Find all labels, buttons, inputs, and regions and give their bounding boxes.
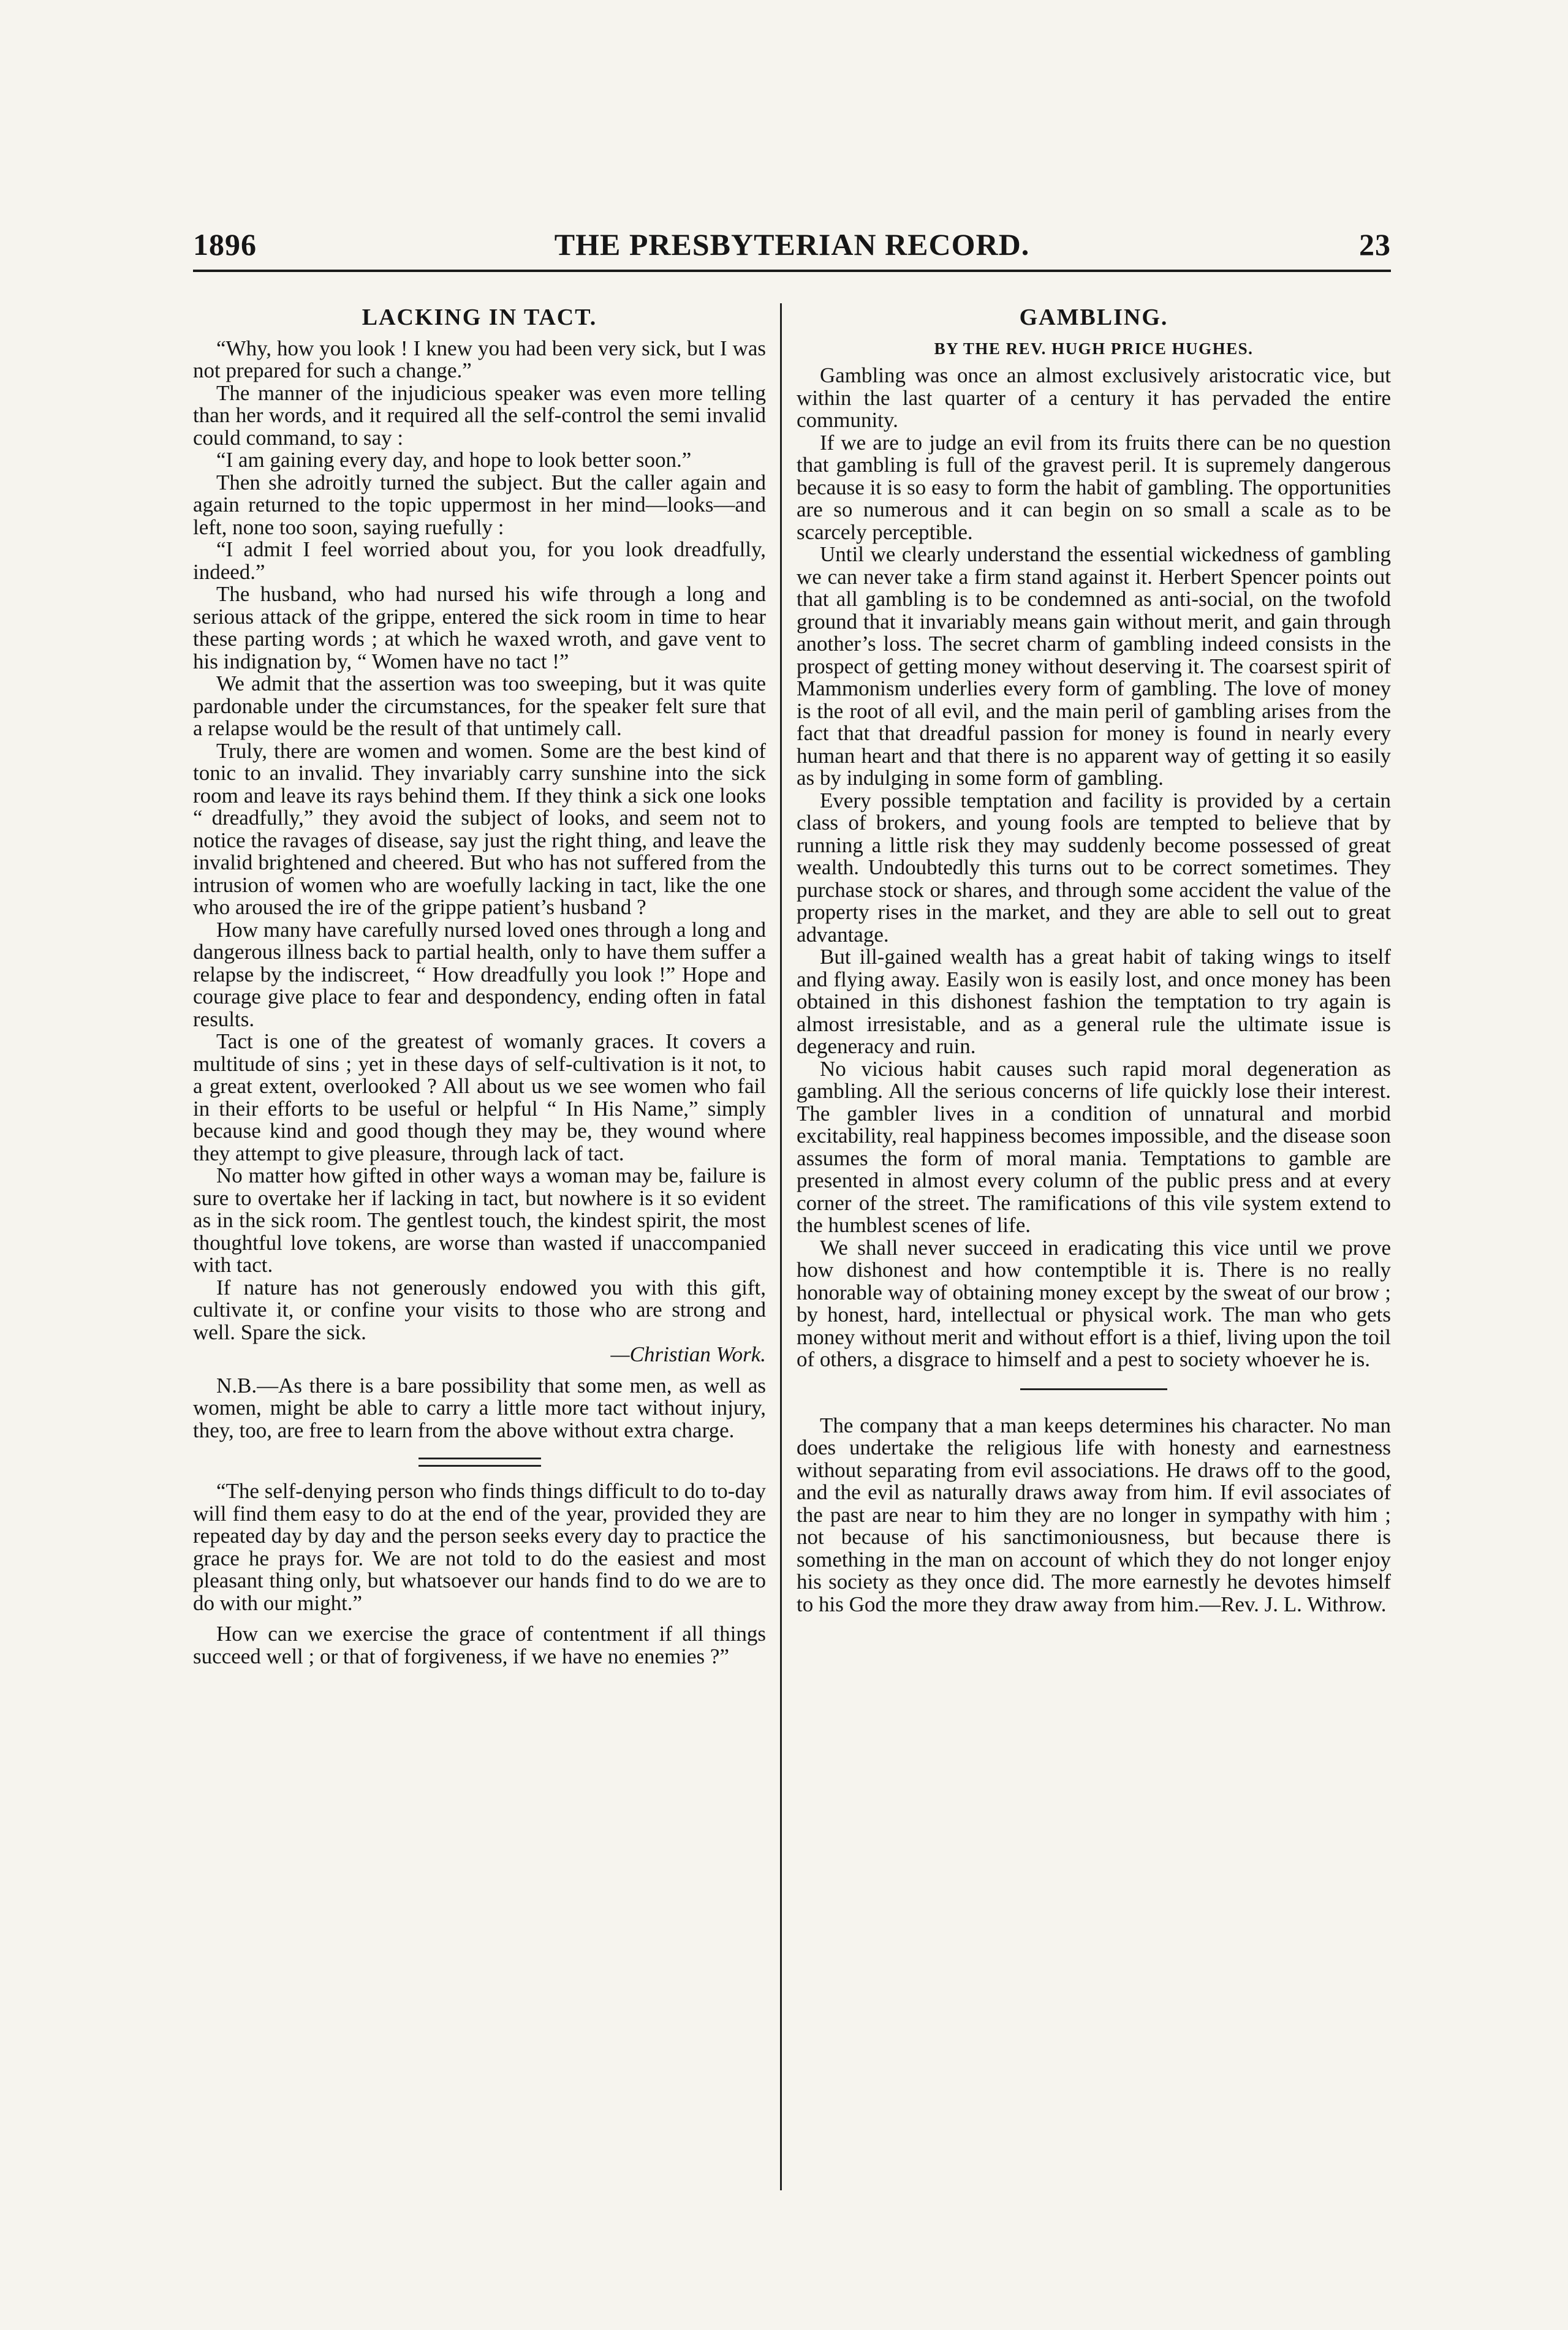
paragraph: How many have carefully nursed loved ones through a long and dangerous illness back to partial health, only to have them suffer a relapse by the indiscreet, “ How dreadfully you look !” Hope and courage give place to fear and despondency, ending often in fatal results. xyxy=(193,917,766,1031)
paragraph: Then she adroitly turned the subject. But the caller again and again returned to the topic uppermost in her mind—looks—and left, none too soon, saying ruefully : xyxy=(193,470,766,539)
paragraph: “Why, how you look ! I knew you had been very sick, but I was not prepared for such a change.” xyxy=(193,336,766,382)
paragraph: Truly, there are women and women. Some are the best kind of tonic to an invalid. They invariably carry sunshine into the sick room and leave its rays behind them. If they think a sick one looks “ dreadfully,” they avoid the subject of looks, and seem not to notice the ravages of disease, say just the right thing, and leave the invalid brightened and cheered. But who has not suffered from the intrusion of women who are woefully lacking in tact, like the one who aroused the ire of the grippe patient’s husband ? xyxy=(193,738,766,919)
paragraph: The company that a man keeps determines his character. No man does undertake the religious life with honesty and earnestness without separating from evil associations. He draws off to the good, and the evil as naturally draws away from him. If evil associates of the past are near to him they are no longer in sympathy with him ; not because of his sanctimoniousness, but because there is something in the man on account of which they do not longer enjoy his society as they once did. The more earnestly he devotes himself to his God the more they draw away from him.—Rev. J. L. Withrow. xyxy=(797,1413,1391,1616)
article-attribution: —Christian Work. xyxy=(610,1342,766,1366)
right-column xyxy=(797,306,1391,1616)
header-year: 1896 xyxy=(193,227,257,262)
paragraph: Until we clearly understand the essential wickedness of gambling we can never take a firm stand against it. Herbert Spencer points out that all gambling is to be condemned as anti-social, on the twofold ground that it invariably means gain without merit, and gain through another’s loss. The secret charm of gambling indeed consists in the prospect of getting money without deserving it. The coarsest spirit of Mammonism underlies every form of gambling. The love of money is the root of all evil, and the main peril of gambling arises from the fact that that dreadful passion for money is found in nearly every human heart and that there is no apparent way of getting it so easily as by indulging in some form of gambling. xyxy=(797,542,1391,790)
paragraph: “I admit I feel worried about you, for you look dreadfully, indeed.” xyxy=(193,537,766,584)
article-title-gambling: GAMBLING. xyxy=(1019,304,1168,330)
paragraph: How can we exercise the grace of contentment if all things succeed well ; or that of forgiveness, if we have no enemies ?” xyxy=(193,1622,766,1668)
paragraph: No matter how gifted in other ways a woman may be, failure is sure to overtake her if lacking in tact, but nowhere is it so evident as in the sick room. The gentlest touch, the kindest spirit, the most thoughtful love tokens, are worse than wasted if unaccompanied with tact. xyxy=(193,1163,766,1277)
nb-note: N.B.—As there is a bare possibility that some men, as well as women, might be able to carry a little more tact without injury, they, too, are free to learn from the above without extra charge. xyxy=(193,1373,766,1442)
paragraph: We admit that the assertion was too sweeping, but it was quite pardonable under the circumstances, for the speaker felt sure that a relapse would be the result of that untimely call. xyxy=(193,671,766,740)
article-byline: BY THE REV. HUGH PRICE HUGHES. xyxy=(934,339,1254,358)
header-title: THE PRESBYTERIAN RECORD. xyxy=(554,227,1030,262)
paragraph: “The self-denying person who finds things difficult to do to-day will find them easy to do at the end of the year, provided they are repeated day by day and the person seeks every day to practice the grace he prays for. We are not told to do the easiest and most pleasant thing only, but whatsoever our hands find to do we are to do with our might.” xyxy=(193,1479,766,1615)
page-header xyxy=(193,227,1391,263)
paragraph: The husband, who had nursed his wife through a long and serious attack of the grippe, entered the sick room in time to hear these parting words ; at which he waxed wroth, and gave vent to his indignation by, “ Women have no tact !” xyxy=(193,582,766,673)
paragraph: But ill-gained wealth has a great habit of taking wings to itself and flying away. Easily won is easily lost, and once money has been obtained in this dishonest fashion the temptation to try again is almost irresistable, and as a general rule the ultimate issue is degeneracy and ruin. xyxy=(797,945,1391,1058)
paragraph: If we are to judge an evil from its fruits there can be no question that gambling is full of the gravest peril. It is supremely dangerous because it is so easy to form the habit of gambling. The opportunities are so numerous and it can begin on so small a scale as to be scarcely perceptible. xyxy=(797,430,1391,544)
paragraph: Tact is one of the greatest of womanly graces. It covers a multitude of sins ; yet in these days of self-cultivation is it not, to a great extent, overlooked ? All about us we see women who fail in their efforts to be useful or helpful “ In His Name,” simply because kind and good though they may be, they wound where they attempt to give pleasure, through lack of tact. xyxy=(193,1029,766,1165)
header-page-number: 23 xyxy=(1359,227,1391,262)
section-separator xyxy=(419,1458,541,1467)
paragraph: If nature has not generously endowed you with this gift, cultivate it, or confine your visits to those who are strong and well. Spare the sick. xyxy=(193,1275,766,1344)
paragraph: “I am gaining every day, and hope to look better soon.” xyxy=(216,448,692,472)
left-column xyxy=(193,306,766,1668)
paragraph: We shall never succeed in eradicating this vice until we prove how dishonest and how contemptible it is. There is no really honorable way of obtaining money except by the sweat of our brow ; by honest, hard, intellectual or physical work. The man who gets money without merit and without effort is a thief, living upon the toil of others, a disgrace to himself and a pest to society whoever he is. xyxy=(797,1235,1391,1371)
article-title-lacking-in-tact: LACKING IN TACT. xyxy=(362,304,597,330)
paragraph: Every possible temptation and facility is provided by a certain class of brokers, and young fools are tempted to believe that by running a little risk they may suddenly become possessed of great wealth. Undoubtedly this turns out to be correct sometimes. They purchase stock or shares, and through some accident the value of the property rises in the market, and they are able to sell out to great advantage. xyxy=(797,788,1391,947)
paragraph: No vicious habit causes such rapid moral degeneration as gambling. All the serious concerns of life quickly lose their interest. The gambler lives in a condition of unnatural and morbid excitability, real happiness becomes impossible, and the disease soon assumes the form of moral mania. Temptations to gamble are presented in almost every column of the public press and at every corner of the street. The ramifications of this vile system extend to the humblest scenes of life. xyxy=(797,1056,1391,1237)
paragraph: Gambling was once an almost exclusively aristocratic vice, but within the last quarter of a century it has pervaded the entire community. xyxy=(797,363,1391,432)
paragraph: The manner of the injudicious speaker was even more telling than her words, and it required all the self-control the semi invalid could command, to say : xyxy=(193,380,766,450)
column-divider xyxy=(780,303,782,2190)
section-separator xyxy=(1020,1388,1167,1390)
header-rule xyxy=(193,270,1391,272)
